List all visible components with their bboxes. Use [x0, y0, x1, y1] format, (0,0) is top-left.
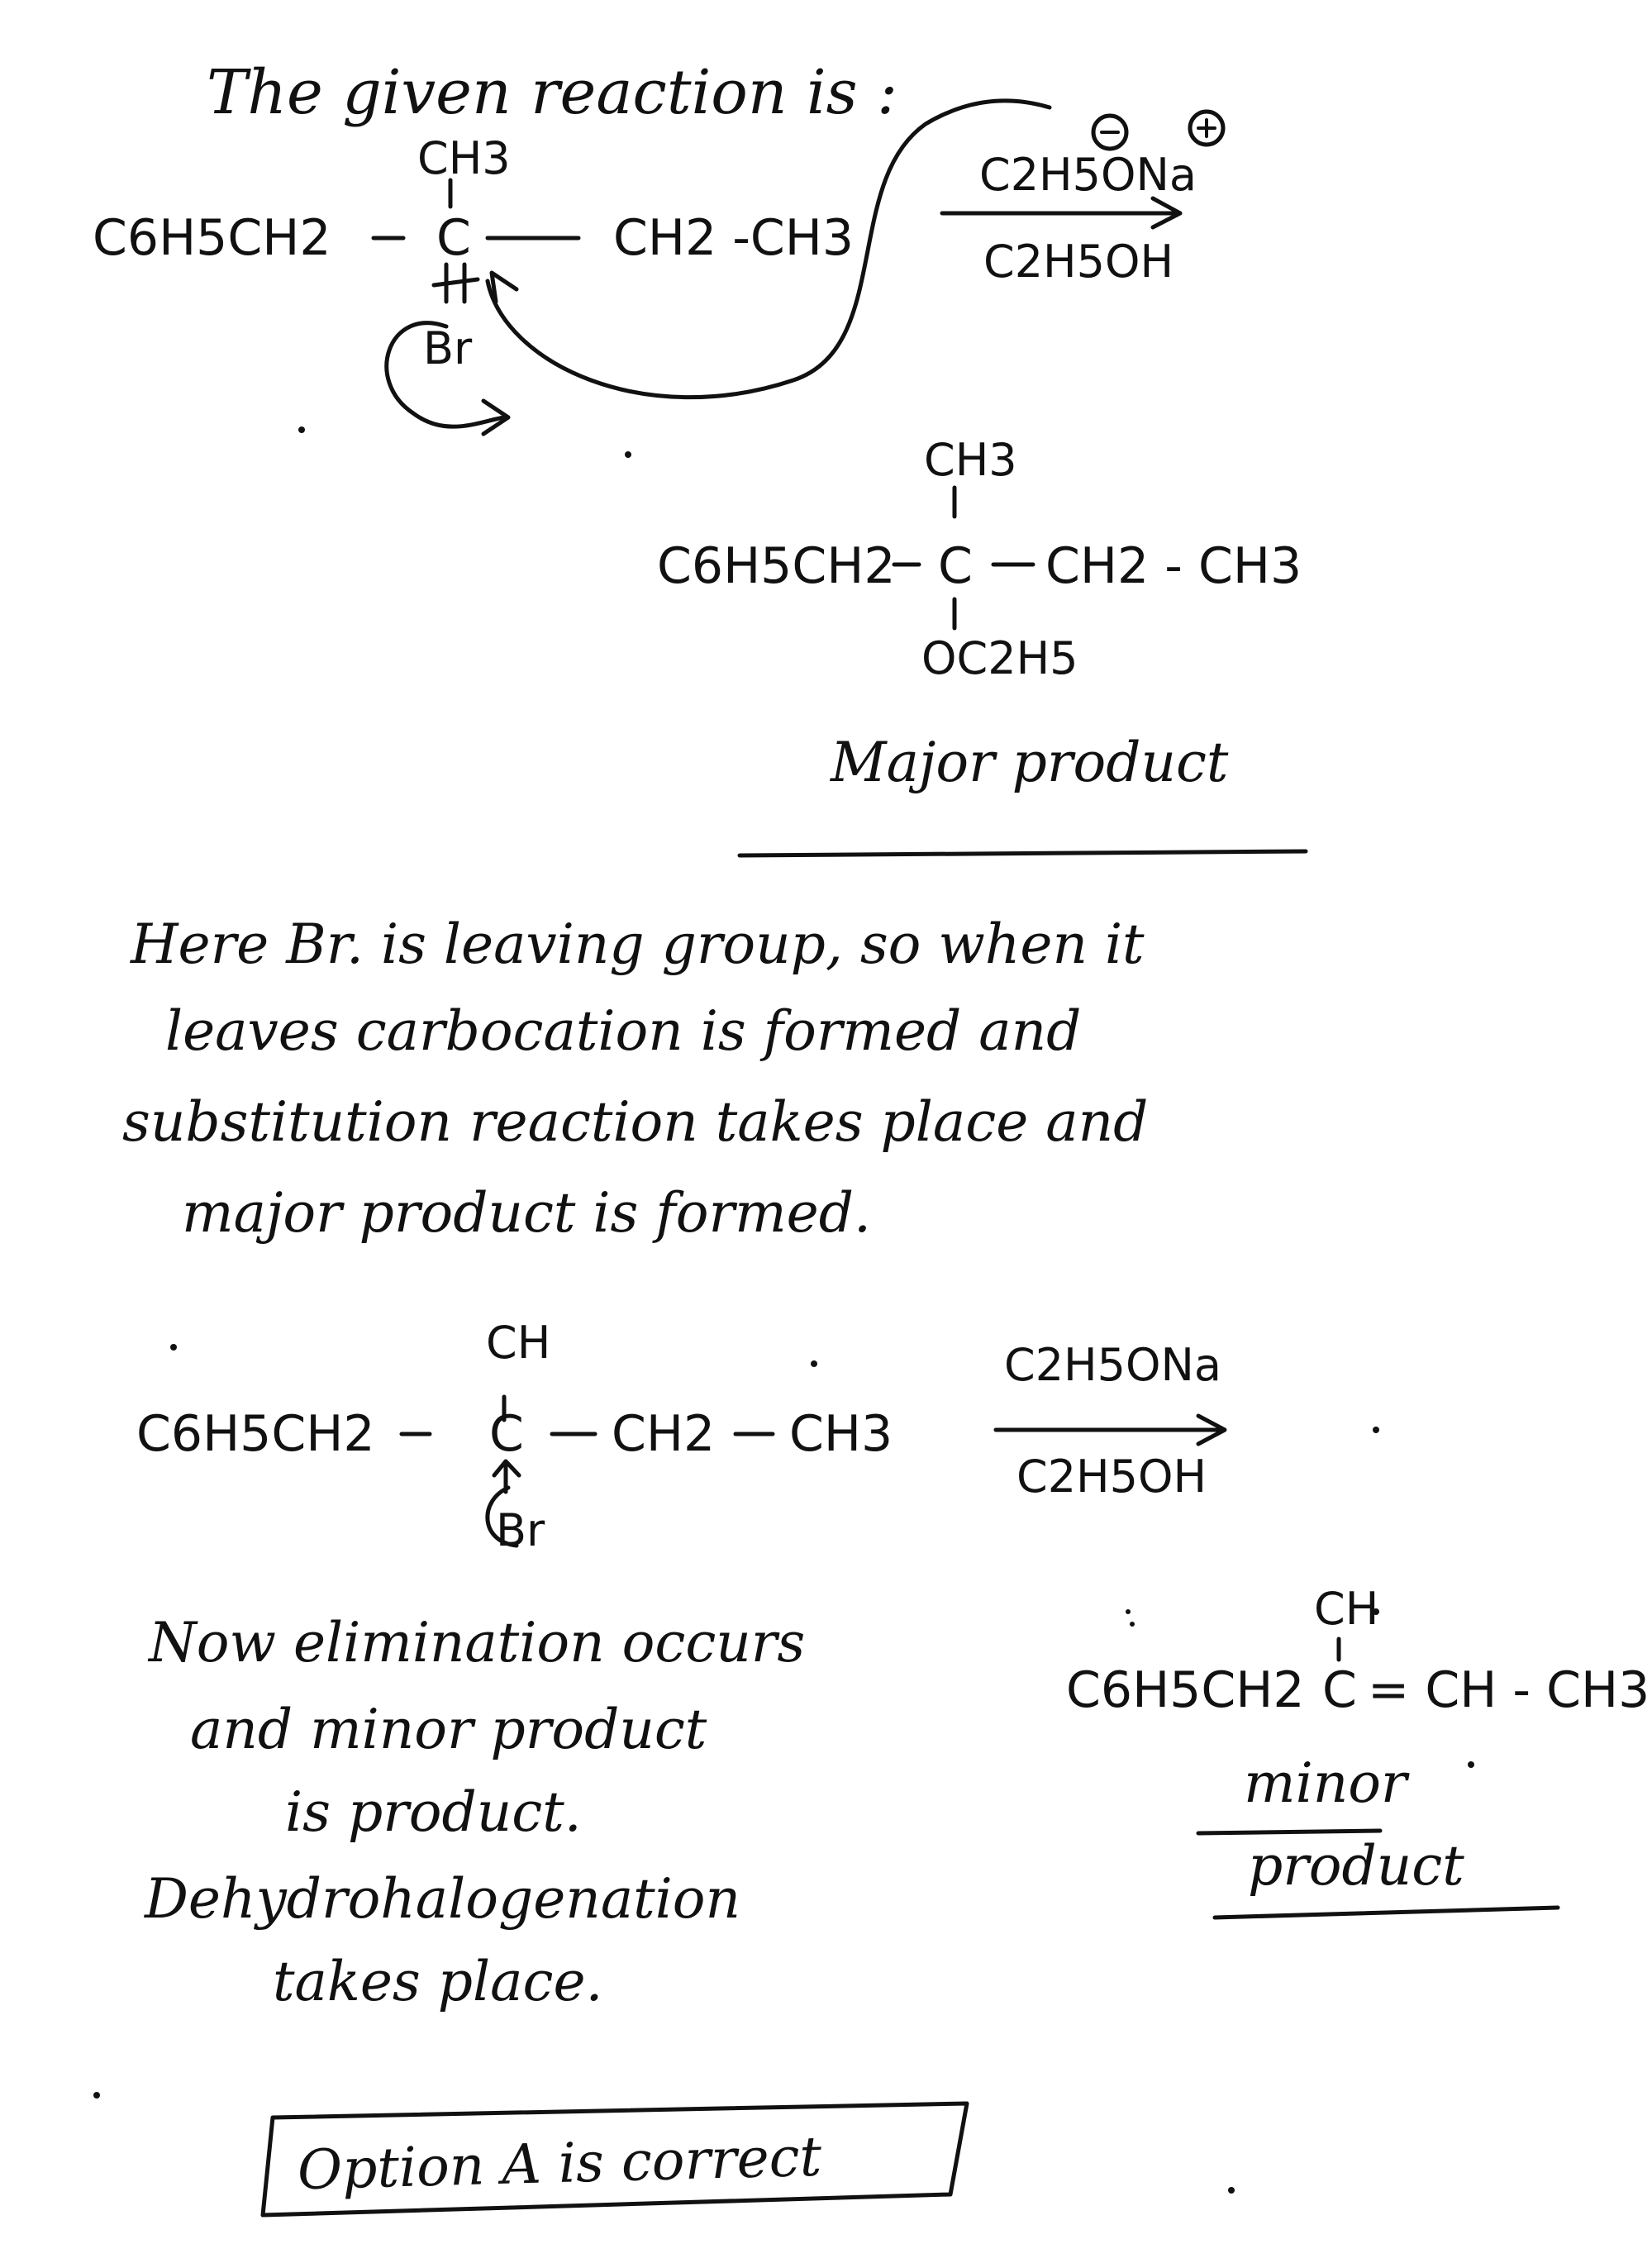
r1-right-chain: CH2 -CH3: [613, 209, 855, 267]
elimination-line: takes place.: [273, 1950, 603, 2013]
divider: [1198, 1831, 1380, 1833]
bond-line: [434, 279, 478, 285]
minor-caption: minor: [1244, 1751, 1407, 1815]
r1-solvent: C2H5OH: [983, 236, 1174, 288]
r2-center: C: [489, 1405, 524, 1463]
major-center: C: [938, 537, 973, 595]
major-top-group: CH3: [924, 434, 1017, 486]
minor-caption: product: [1248, 1834, 1464, 1898]
minor-center: C: [1322, 1661, 1357, 1719]
r2-top-group: CH: [486, 1317, 551, 1369]
elimination-line: Now elimination occurs: [149, 1611, 806, 1675]
elimination-line: and minor product: [190, 1698, 707, 1761]
minor-right: = CH - CH3: [1368, 1661, 1650, 1719]
intro-heading: The given reaction is :: [207, 57, 898, 128]
minor-left: C6H5CH2: [1066, 1661, 1305, 1719]
r2-right: CH2: [612, 1405, 716, 1463]
r1-center-atom: C: [436, 209, 471, 267]
r2-reagent: C2H5ONa: [1004, 1339, 1222, 1391]
elimination-line: Dehydrohalogenation: [145, 1867, 741, 1931]
r1-substrate-left: C6H5CH2: [93, 209, 331, 267]
explanation-line: substitution reaction takes place and: [122, 1090, 1149, 1154]
elimination-line: is product.: [285, 1780, 582, 1844]
explanation-line: leaves carbocation is formed and: [165, 999, 1082, 1063]
r2-left: C6H5CH2: [136, 1405, 375, 1463]
r1-leaving-group: Br: [423, 322, 473, 374]
major-caption: Major product: [831, 731, 1229, 794]
r2-end: CH3: [789, 1405, 893, 1463]
minor-top-group: CH: [1314, 1583, 1379, 1635]
explanation-line: Here Br. is leaving group, so when it: [131, 912, 1145, 976]
r1-top-group: CH3: [417, 132, 511, 184]
major-bottom-group: OC2H5: [921, 632, 1078, 684]
major-left: C6H5CH2: [657, 537, 896, 595]
explanation-line: major product is formed.: [182, 1181, 871, 1245]
divider: [740, 851, 1306, 855]
r2-leaving-group: Br: [496, 1504, 545, 1556]
major-right: CH2 - CH3: [1045, 537, 1302, 595]
r1-reagent: C2H5ONa: [979, 149, 1197, 201]
divider: [1215, 1908, 1558, 1918]
conclusion-text: Option A is correct: [297, 2124, 823, 2203]
arrowhead: [492, 273, 517, 302]
r2-solvent: C2H5OH: [1016, 1451, 1207, 1503]
